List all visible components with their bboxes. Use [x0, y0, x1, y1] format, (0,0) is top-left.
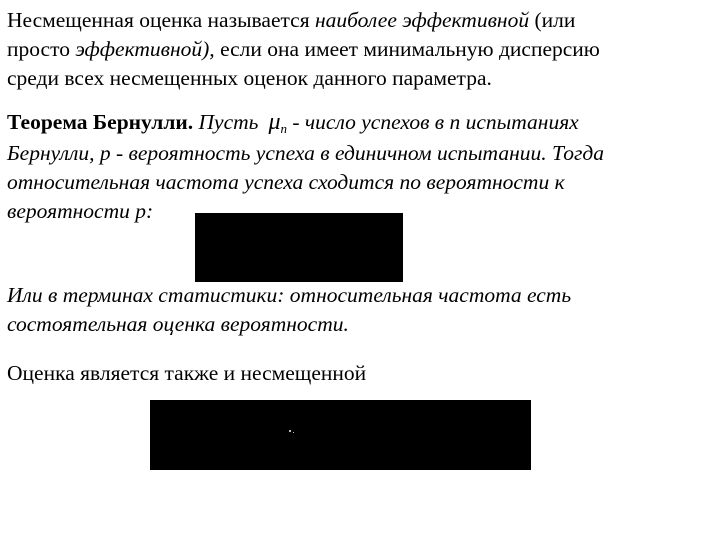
formula-artifact — [293, 432, 294, 433]
term-most-efficient: наиболее эффективной — [314, 8, 530, 32]
definition-line-1: Несмещенная оценка называется наиболее эффективной (или — [7, 8, 576, 32]
convergence-formula-image — [195, 213, 403, 282]
formula-artifact — [289, 430, 291, 432]
unbiased-line-1: Оценка является также и несмещенной — [7, 361, 367, 385]
theorem-line-4: вероятности p: — [7, 199, 154, 223]
theorem-line-1: Теорема Бернулли. Пусть $\mu_n$ - число успехов в n испытаниях — [7, 108, 713, 139]
interpretation-line-1: Или в терминах статистики: относительная частота есть — [7, 283, 572, 307]
definition-line-3: среди всех несмещенных оценок данного параметра. — [7, 66, 492, 90]
term-efficient: эффективной), — [75, 37, 215, 61]
efficient-estimate-definition — [7, 6, 713, 93]
unbiased-statement — [7, 359, 713, 388]
bernoulli-theorem — [7, 108, 713, 226]
interpretation-line-2: состоятельная оценка вероятности. — [7, 312, 349, 336]
theorem-line-3: относительная частота успеха сходится по вероятности к — [7, 170, 565, 194]
statistics-interpretation — [7, 281, 713, 339]
definition-line-2: просто эффективной), если она имеет минимальную дисперсию — [7, 37, 600, 61]
theorem-heading: Теорема Бернулли. — [7, 110, 194, 134]
mu-n-symbol: $\mu_n$ — [268, 109, 288, 136]
unbiased-formula-image — [150, 400, 531, 470]
theorem-line-2: Бернулли, p - вероятность успеха в единичном испытании. Тогда — [7, 141, 604, 165]
